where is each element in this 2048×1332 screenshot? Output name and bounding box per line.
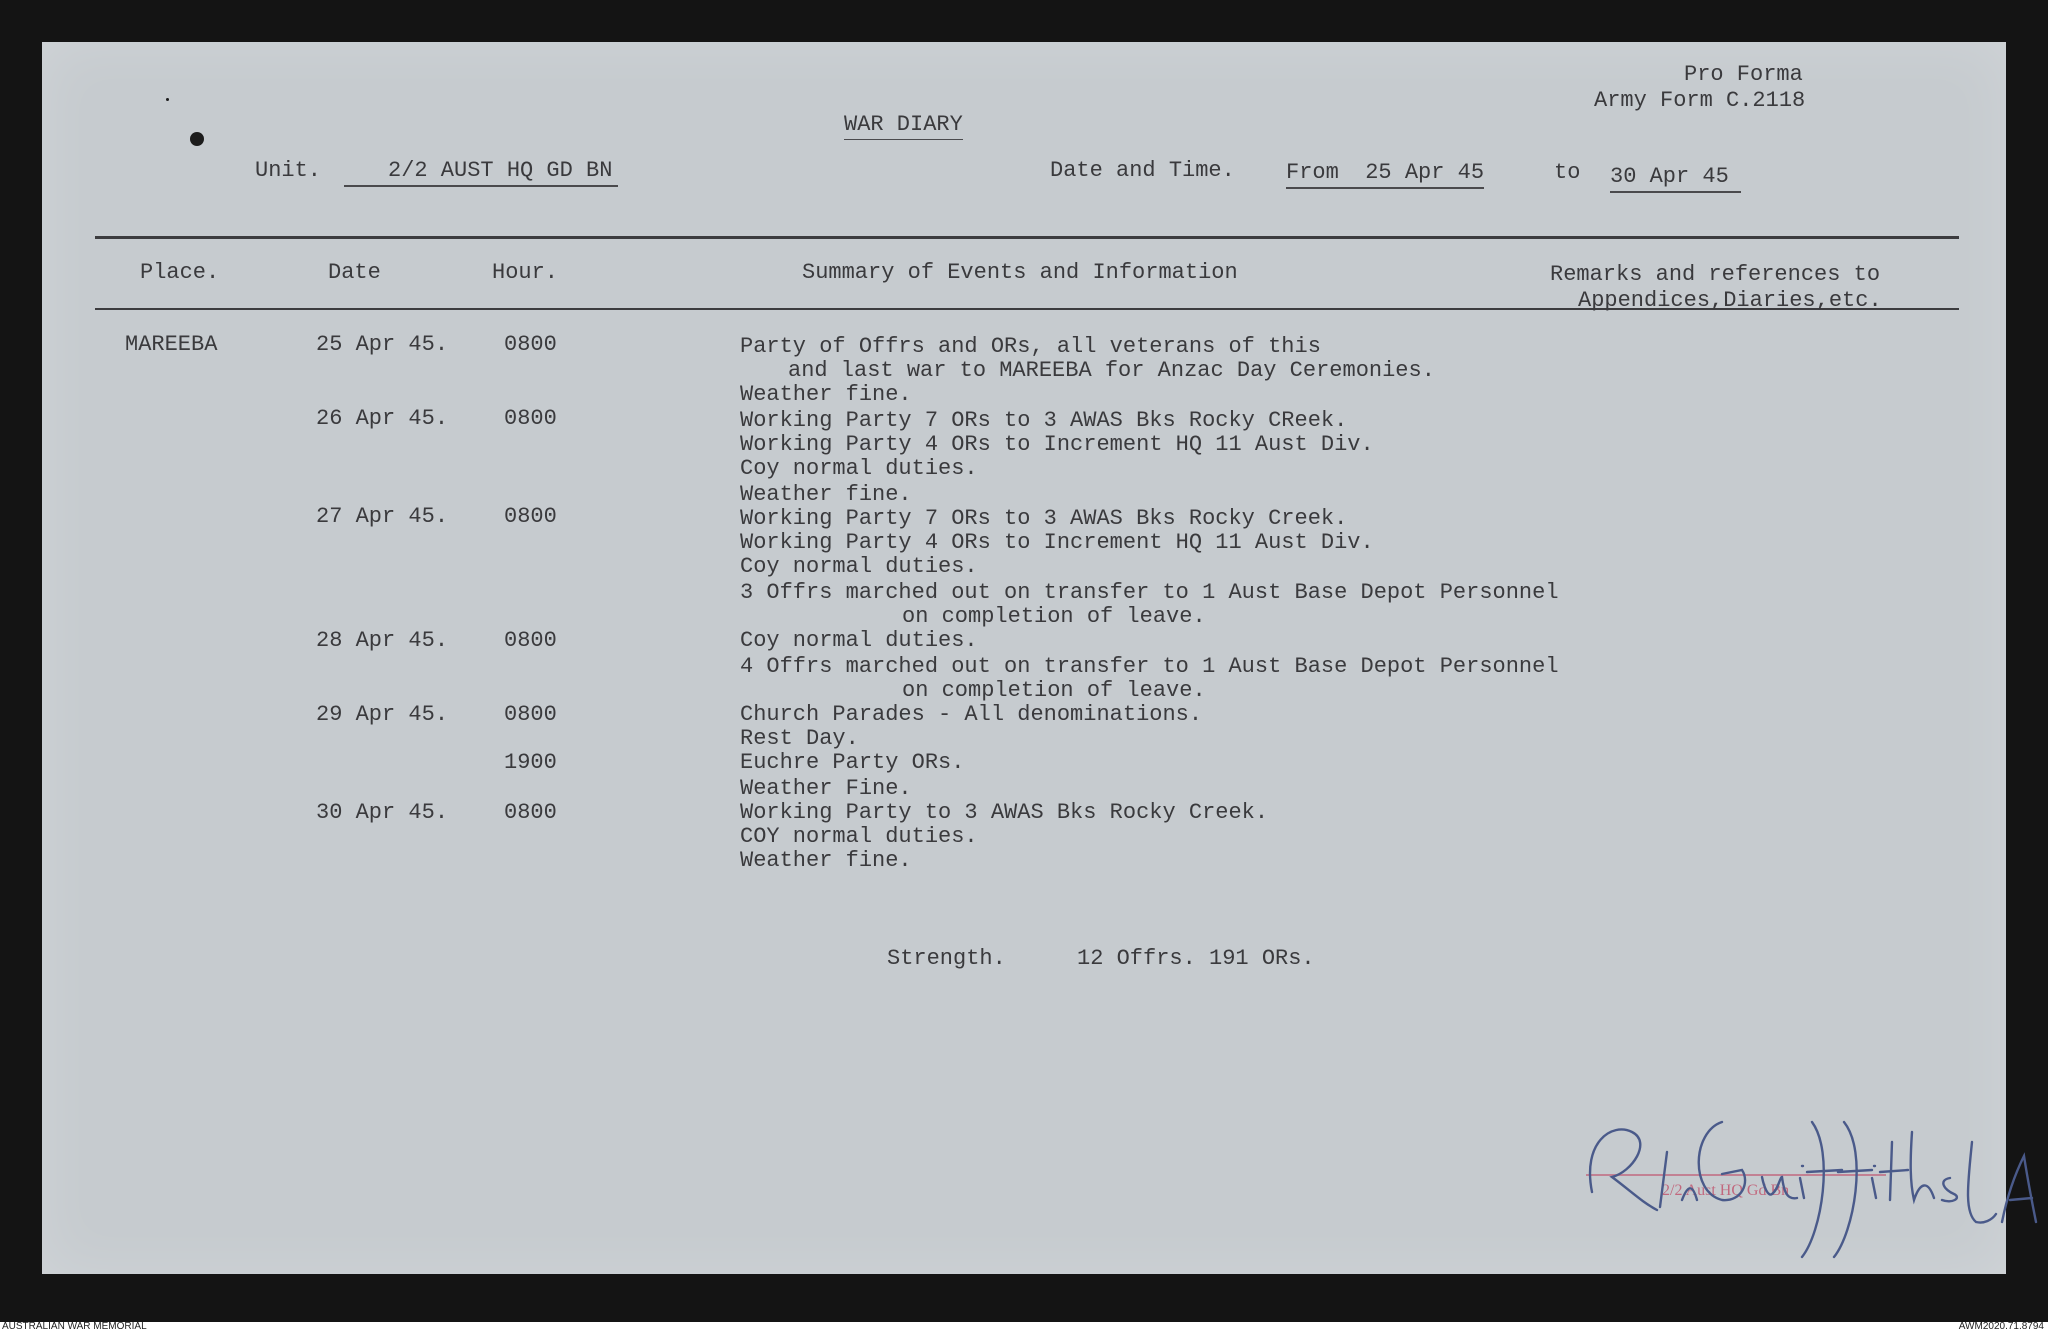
summary-line: Weather fine. — [740, 382, 912, 407]
unit-label: Unit. — [255, 158, 322, 183]
summary-line: Working Party 7 ORs to 3 AWAS Bks Rocky CReek. — [740, 408, 1348, 433]
from-range — [1286, 162, 1484, 189]
column-header-place: Place. — [140, 260, 220, 285]
date-time-label: Date and Time. — [1050, 158, 1235, 183]
summary-line: Weather fine. — [740, 848, 912, 873]
war-diary-sheet — [42, 42, 2006, 1274]
summary-line: and last war to MAREEBA for Anzac Day Ceremonies. — [788, 358, 1435, 383]
summary-line: on completion of leave. — [902, 678, 1206, 703]
summary-line: Weather Fine. — [740, 776, 912, 801]
summary-line: Coy normal duties. — [740, 628, 978, 653]
hour-cell: 0800 — [504, 628, 557, 653]
footer-reference: AWM2020.71.8794 — [1958, 1321, 2044, 1332]
column-header-remarks-cont: Appendices,Diaries,etc. — [1578, 288, 1882, 313]
summary-line: Euchre Party ORs. — [740, 750, 965, 775]
date-cell: 27 Apr 45. — [316, 504, 449, 529]
summary-line: 4 Offrs marched out on transfer to 1 Aust Base Depot Personnel — [740, 654, 1559, 679]
hour-cell: 0800 — [504, 702, 557, 727]
hour-cell: 0800 — [504, 800, 557, 825]
signature — [1572, 1082, 2042, 1272]
summary-line: on completion of leave. — [902, 604, 1206, 629]
unit-stamp: 2/2 Aust HQ Gd Bn — [1662, 1182, 1790, 1199]
column-header-summary: Summary of Events and Information — [802, 260, 1238, 285]
hour-cell: 0800 — [504, 504, 557, 529]
place-cell: MAREEBA — [125, 332, 218, 357]
hour-cell: 1900 — [504, 750, 557, 775]
summary-line: 3 Offrs marched out on transfer to 1 Aust Base Depot Personnel — [740, 580, 1559, 605]
ink-speck — [166, 98, 169, 101]
army-form-label: Army Form C.2118 — [1594, 88, 1806, 113]
summary-line: COY normal duties. — [740, 824, 978, 849]
hour-cell: 0800 — [504, 406, 557, 431]
summary-line: Working Party to 3 AWAS Bks Rocky Creek. — [740, 800, 1269, 825]
strength-label: Strength. — [887, 946, 1006, 971]
to-date: 30 Apr 45 — [1610, 166, 1741, 193]
summary-line: Working Party 7 ORs to 3 AWAS Bks Rocky Creek. — [740, 506, 1348, 531]
summary-line: Working Party 4 ORs to Increment HQ 11 Aust Div. — [740, 432, 1374, 457]
date-cell: 30 Apr 45. — [316, 800, 449, 825]
column-header-hour: Hour. — [492, 260, 559, 285]
strength-value: 12 Offrs. 191 ORs. — [1077, 946, 1315, 971]
date-cell: 25 Apr 45. — [316, 332, 449, 357]
summary-line: Rest Day. — [740, 726, 859, 751]
date-cell: 28 Apr 45. — [316, 628, 449, 653]
summary-line: Coy normal duties. — [740, 554, 978, 579]
column-header-remarks: Remarks and references to — [1550, 262, 1881, 287]
column-header-date: Date — [328, 260, 381, 285]
table-top-rule — [95, 236, 1959, 239]
summary-line: Weather fine. — [740, 482, 912, 507]
date-cell: 26 Apr 45. — [316, 406, 449, 431]
footer-credit: AUSTRALIAN WAR MEMORIAL — [2, 1321, 147, 1332]
from-date: 25 Apr 45 — [1365, 160, 1485, 185]
from-label: From — [1286, 160, 1339, 185]
summary-line: Party of Offrs and ORs, all veterans of this — [740, 334, 1321, 359]
unit-value: 2/2 AUST HQ GD BN — [344, 160, 618, 187]
summary-line: Working Party 4 ORs to Increment HQ 11 Aust Div. — [740, 530, 1374, 555]
date-cell: 29 Apr 45. — [316, 702, 449, 727]
hour-cell: 0800 — [504, 332, 557, 357]
pro-forma-label: Pro Forma — [1684, 62, 1803, 87]
to-label: to — [1554, 160, 1581, 185]
page-title: WAR DIARY — [844, 114, 963, 140]
ink-speck — [190, 132, 204, 146]
summary-line: Coy normal duties. — [740, 456, 978, 481]
summary-line: Church Parades - All denominations. — [740, 702, 1203, 727]
